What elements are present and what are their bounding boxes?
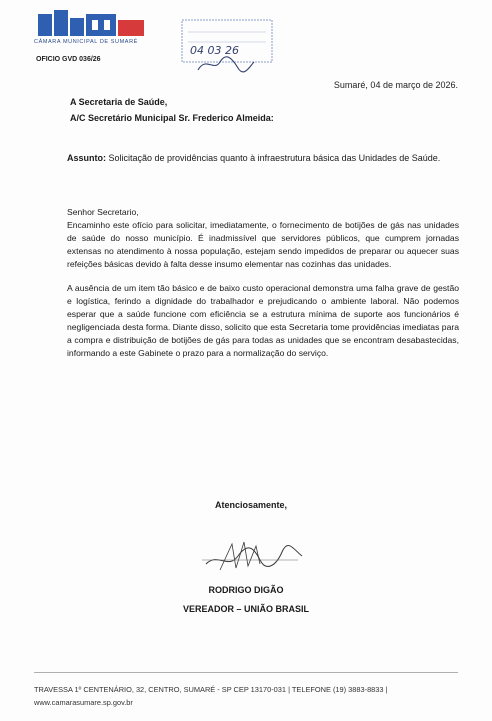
letter-date: Sumaré, 04 de março de 2026. xyxy=(333,80,458,90)
footer-address: TRAVESSA 1º CENTENÁRIO, 32, CENTRO, SUMARÉ - SP CEP 13170-031 | TELEFONE (19) 3883-8833 | xyxy=(34,685,388,694)
received-stamp xyxy=(180,18,274,76)
subject xyxy=(67,152,459,166)
closing: Atenciosamente, xyxy=(215,500,288,510)
recipient-line-2: A/C Secretário Municipal Sr. Frederico Almeida: xyxy=(70,113,274,123)
signer-name: RODRIGO DIGÃO xyxy=(208,585,284,595)
institution-name: CÂMARA MUNICIPAL DE SUMARÉ xyxy=(34,39,138,45)
signature xyxy=(198,530,308,578)
stamp-date: 04 03 26 xyxy=(190,44,239,57)
footer-divider xyxy=(34,672,458,673)
signer-role: VEREADOR – UNIÃO BRASIL xyxy=(182,604,309,614)
subject-text: Solicitação de providências quanto à infraestrutura básica das Unidades de Saúde. xyxy=(108,153,441,163)
salutation: Senhor Secretario, xyxy=(67,207,139,217)
paragraph-1: Encaminho este ofício para solicitar, imediatamente, o fornecimento de botijões de gás nas unidades de saúde do nosso município. É inadmissível que servidores públicos, que cumprem jornadas extensas no atendimento à nossa população, estejam sendo impedidos de preparar ou aquecer suas refeições básicas devido à falta desse insumo elementar nas cozinhas das unidades. xyxy=(67,220,459,269)
subject-label: Assunto: xyxy=(67,153,106,163)
document-reference: OFICIO GVD 036/26 xyxy=(36,56,101,63)
footer-website: www.camarasumare.sp.gov.br xyxy=(34,698,133,707)
camara-logo xyxy=(34,8,154,52)
recipient-line-1: A Secretaria de Saúde, xyxy=(70,97,168,107)
letter-body xyxy=(67,206,459,371)
paragraph-2: A ausência de um item tão básico e de baixo custo operacional demonstra uma falha grave de gestão e logística, ferindo a dignidade do trabalhador e prejudicando o ambiente laboral. Não podemos esperar que a saúde funcione com eficiência se a estrutura mínima de suporte aos funcionários é negligenciada desta forma. Diante disso, solicito que esta Secretaria tome providências imediatas para a compra e distribuição de botijões de gás para todas as unidades que se encontram desabastecidas, informando a este Gabinete o prazo para a normalização do serviço. xyxy=(67,283,459,358)
